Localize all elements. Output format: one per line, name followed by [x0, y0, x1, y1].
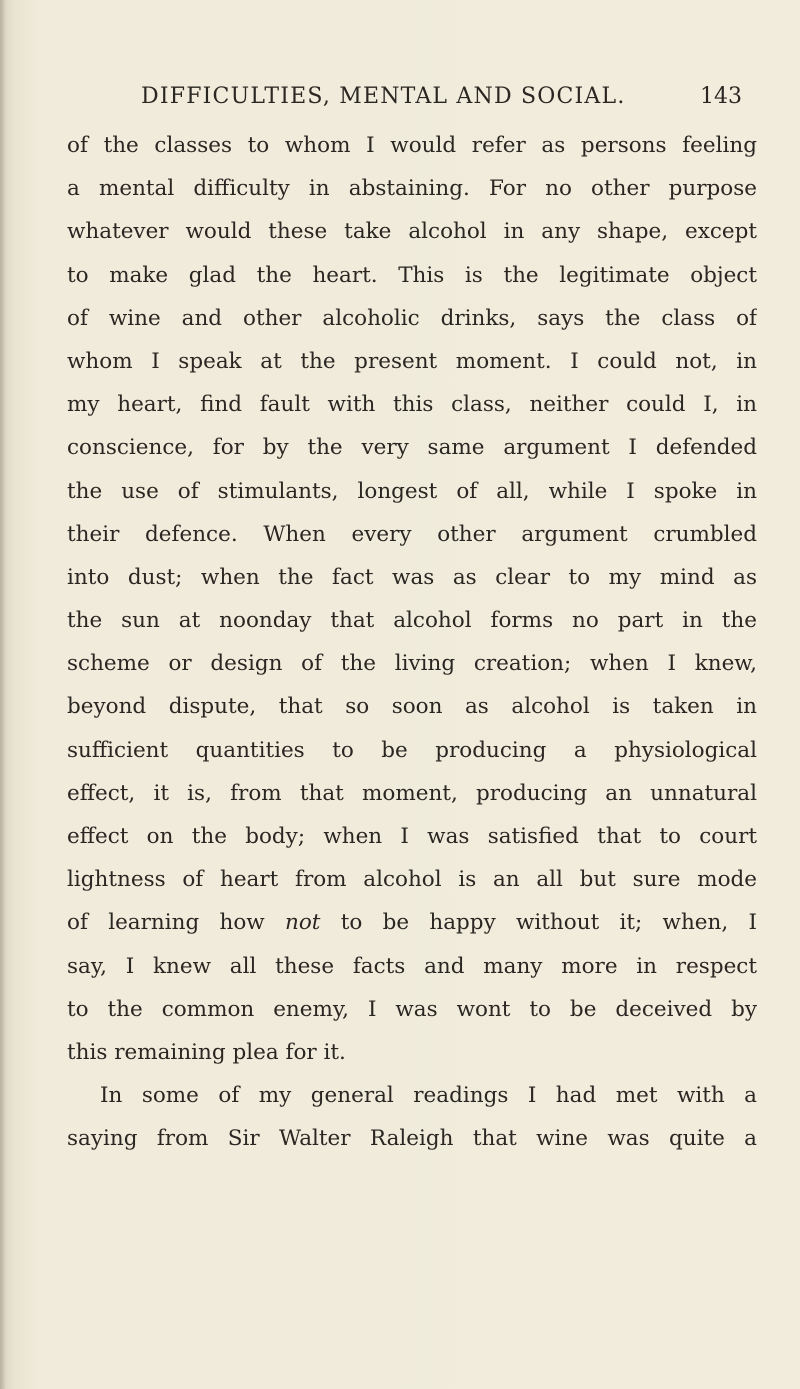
running-head [0, 84, 800, 124]
paragraph-end-line: this remaining plea for it. [67, 1039, 346, 1065]
text-line: saying from Sir Walter Raleigh that wine was quite a [67, 1126, 757, 1152]
text-line: my heart, find fault with this class, neither could I, in [67, 392, 757, 418]
text-line: lightness of heart from alcohol is an all but sure mode [67, 867, 757, 893]
text-line: whom I speak at the present moment. I could not, in [67, 348, 757, 374]
text-line: sufficient quantities to be producing a physiological [67, 737, 757, 763]
text-line: beyond dispute, that so soon as alcohol is taken in [67, 694, 757, 720]
paragraph-start-line: In some of my general readings I had met with a [100, 1083, 757, 1109]
running-title: DIFFICULTIES, MENTAL AND SOCIAL. [141, 84, 626, 109]
text-line: whatever would these take alcohol in any shape, except [67, 219, 757, 245]
text-segment: to be happy without it; when, I [320, 910, 757, 936]
text-line-with-italic [67, 901, 757, 944]
text-line: the sun at noonday that alcohol forms no part in the [67, 608, 757, 634]
text-line: of wine and other alcoholic drinks, says the class of [67, 305, 757, 331]
text-segment: of learning how [67, 910, 285, 936]
text-line: into dust; when the fact was as clear to my mind as [67, 564, 757, 590]
text-line: scheme or design of the living creation; when I knew, [67, 651, 757, 677]
text-line: of the classes to whom I would refer as persons feeling [67, 133, 757, 158]
text-line: to make glad the heart. This is the legitimate object [67, 262, 757, 288]
text-line: conscience, for by the very same argument I defended [67, 435, 757, 461]
text-line: the use of stimulants, longest of all, while I spoke in [67, 478, 757, 504]
text-line: say, I knew all these facts and many more in respect [67, 953, 757, 979]
page-number: 143 [700, 84, 742, 109]
text-line: a mental difficulty in abstaining. For no other purpose [67, 176, 757, 202]
body-text [67, 124, 757, 1161]
text-line: effect, it is, from that moment, producing an unnatural [67, 780, 757, 806]
text-line: to the common enemy, I was wont to be deceived by [67, 996, 757, 1022]
italic-emphasis: not [285, 910, 321, 936]
gutter-shadow [0, 0, 6, 1389]
text-line: their defence. When every other argument crumbled [67, 521, 757, 547]
text-line: effect on the body; when I was satisfied that to court [67, 824, 757, 849]
